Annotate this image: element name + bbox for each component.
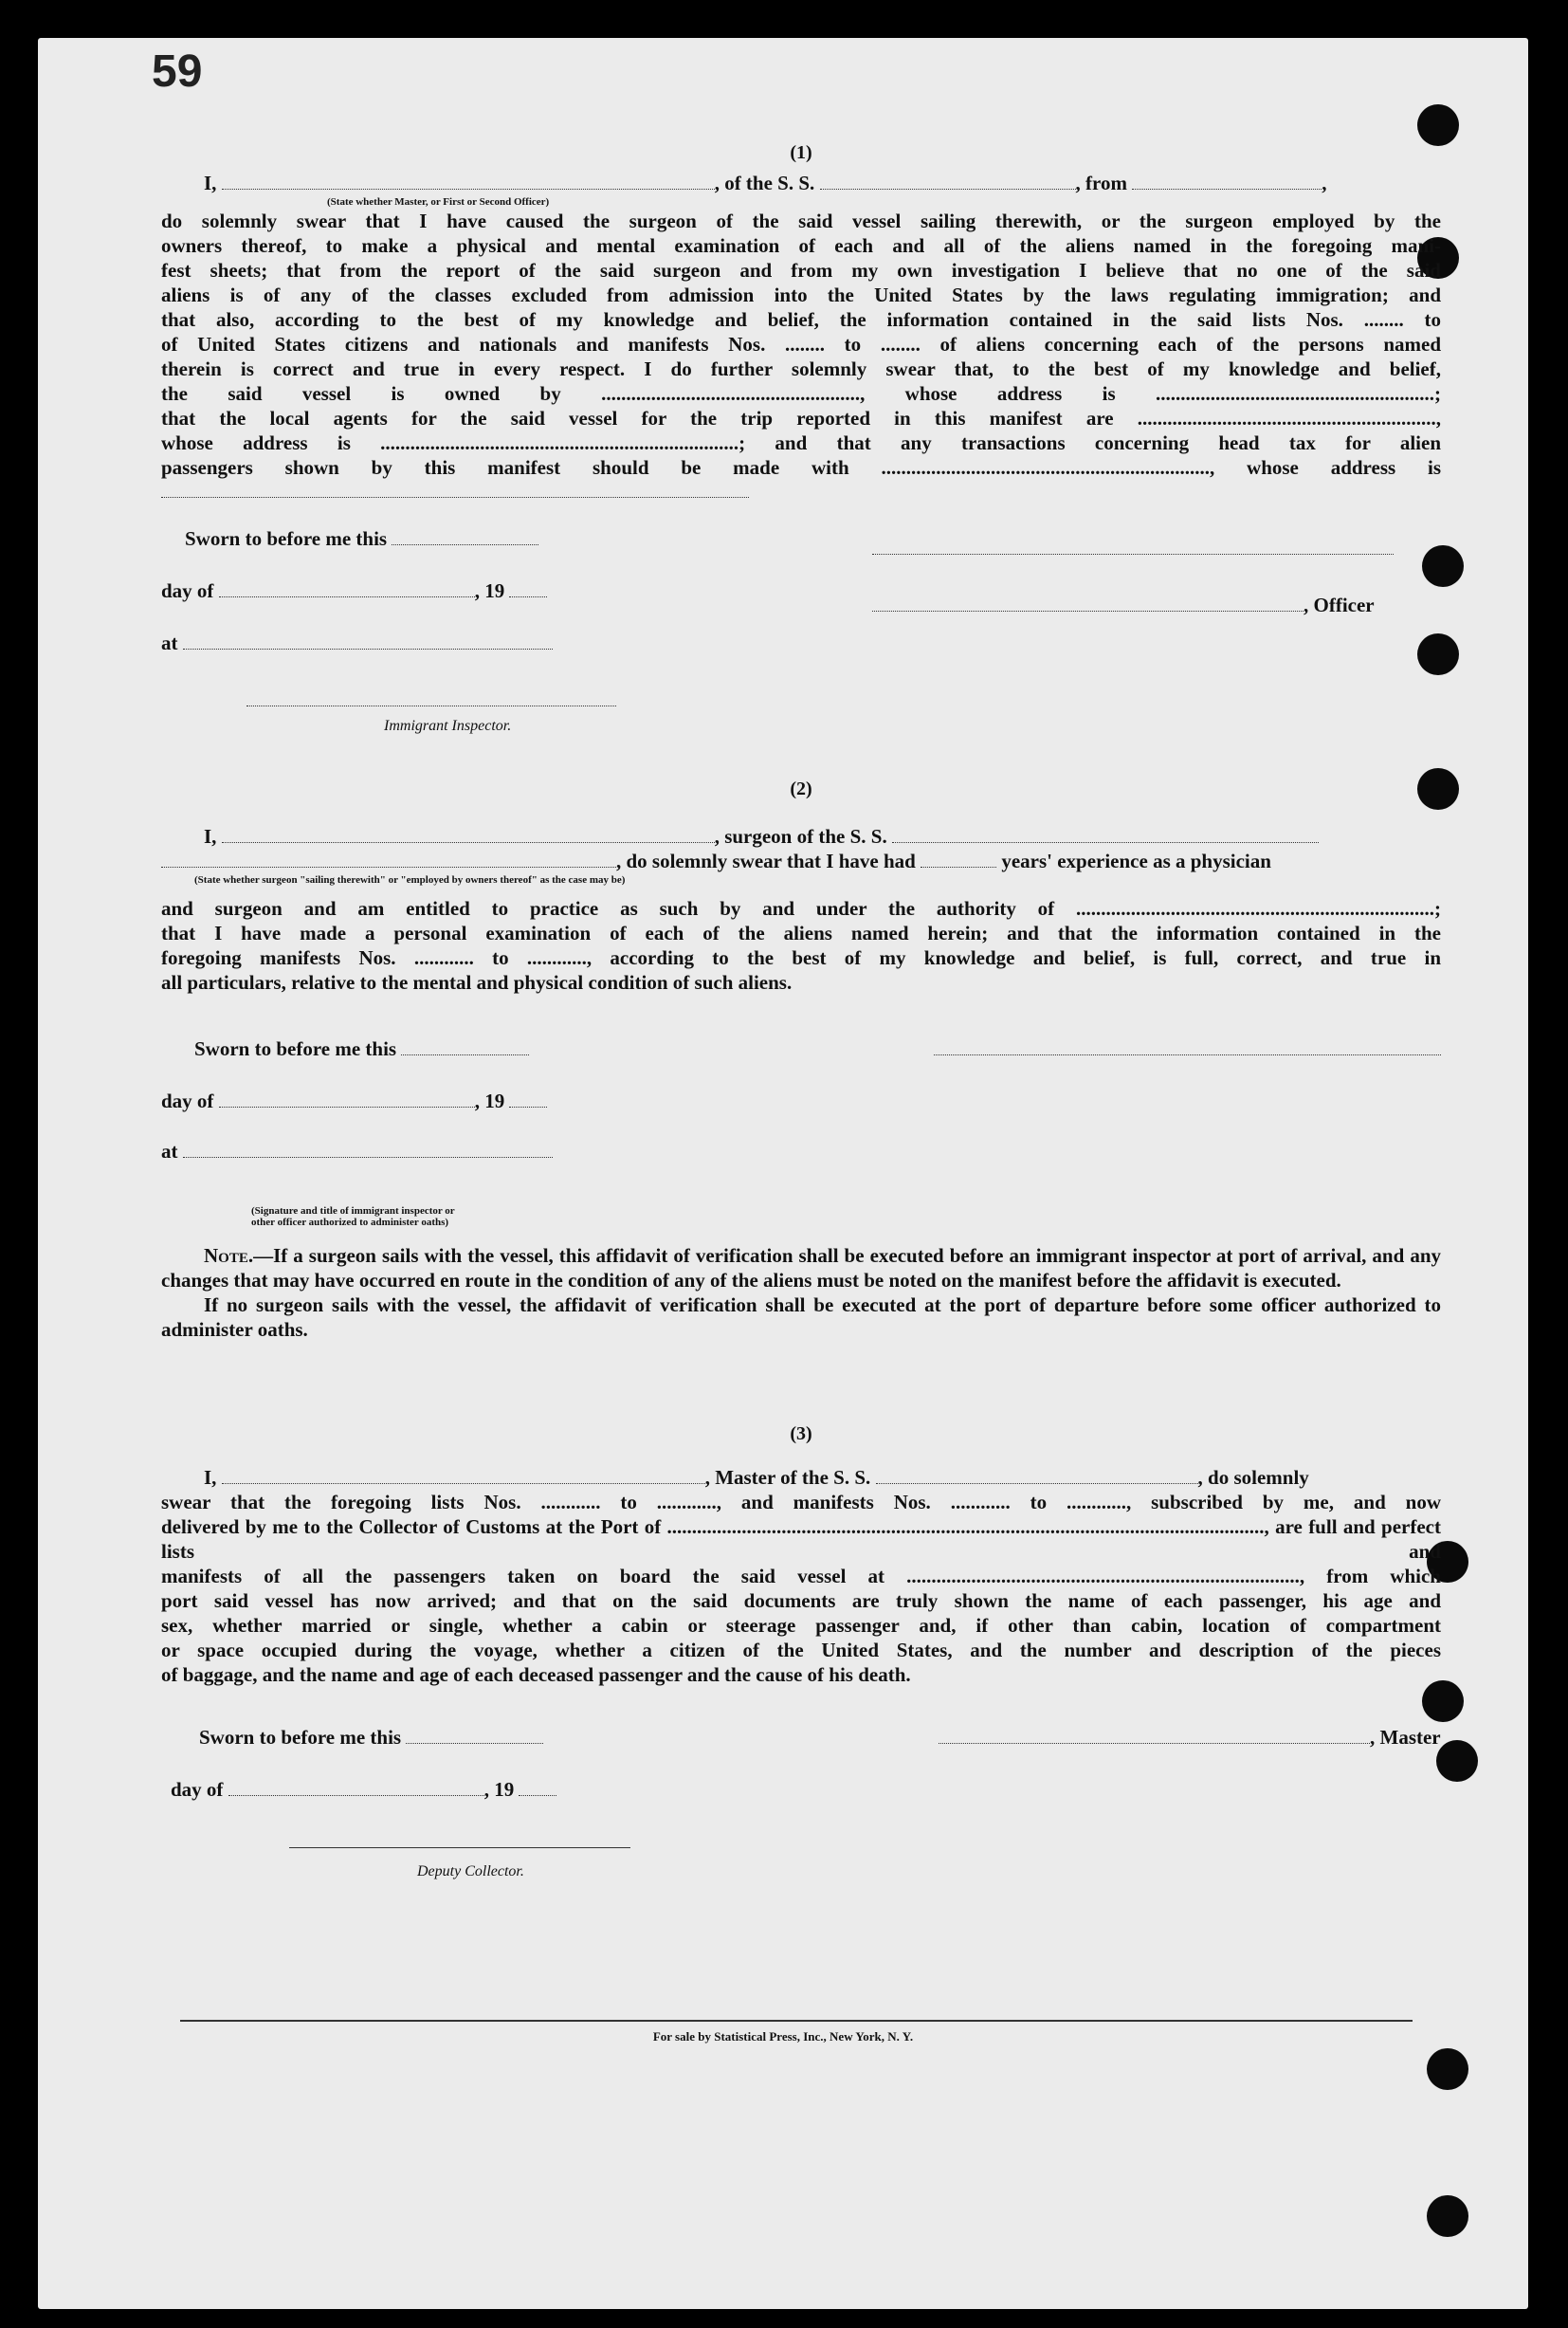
section-3-heading: (3) xyxy=(790,1423,812,1444)
sworn-date-field[interactable] xyxy=(392,527,538,545)
field-hint: (State whether surgeon "sailing therewith" or "employed by owners thereof" as the case may be) xyxy=(194,874,626,886)
page-number: 59 xyxy=(152,46,203,97)
note-paragraph-2: If no surgeon sails with the vessel, the affidavit of verification shall be executed at the port of departure before some officer authorized to administer oaths. xyxy=(161,1293,1441,1341)
section-1-body: do solemnly swear that I have caused the surgeon of the said vessel sailing therewith, or the surgeon employed by the owners thereof, to make a physical and mental examination of each and all of the aliens named in the foregoing mani- fest sheets; that from the report of the said surgeon and from my own investigation I believe that no one of the said aliens is of any of the classes excluded from admission into the United States by the laws regulating immigration; and that also, according to the best of my knowledge and belief, the information contained in the said lists Nos. ........ to of United States citizens and nationals and manifests Nos. ........ to ........ of aliens concerning each of the persons named therein is correct and true in every respect. I do further solemnly swear that, to the best of my knowledge and belief, the said vessel is owned by ...................................................., whose address is ........................................................; that the local agents for the said vessel for the trip reported in this manifest are ............................................................, whose address is ........................................................................; and that any transactions concerning head tax for alien passengers shown by this manifest should be made with .................................................................., whose address is xyxy=(161,210,1441,479)
day-of-field[interactable] xyxy=(219,579,475,597)
sworn-date-field[interactable] xyxy=(406,1726,543,1744)
section-2-body-last: all particulars, relative to the mental and physical condition of such aliens. xyxy=(161,971,793,994)
address-continuation-field[interactable] xyxy=(161,480,749,498)
footer-imprint: For sale by Statistical Press, Inc., New York, N. Y. xyxy=(652,2029,914,2044)
from-port-field[interactable] xyxy=(1132,172,1322,190)
inspector-signature-field[interactable] xyxy=(246,688,616,706)
section-2-first-line: I, , surgeon of the S. S. xyxy=(204,824,1441,849)
document-page xyxy=(38,38,1528,2309)
year-field[interactable] xyxy=(519,1778,556,1796)
year-field[interactable] xyxy=(509,1090,547,1108)
master-signature-field[interactable] xyxy=(939,1726,1370,1744)
punch-hole xyxy=(1427,2048,1468,2090)
day-of-field[interactable] xyxy=(219,1090,475,1108)
surgeon-name-field[interactable] xyxy=(222,825,715,843)
years-experience-field[interactable] xyxy=(921,850,996,868)
ship-name-field[interactable] xyxy=(876,1466,1198,1484)
officer-signature-field[interactable] xyxy=(872,537,1394,555)
section-2-body: and surgeon and am entitled to practice as such by and under the authority of ........................................................................; that I have made a personal examination of each of the aliens named herein; and that the information contained in the foregoing manifests Nos. ............ to ............, according to the best of my knowledge and belief, is full, correct, and true in xyxy=(161,897,1441,969)
signature-title-note: (Signature and title of immigrant inspector or other officer authorized to administer oaths) xyxy=(251,1205,455,1228)
day-of-field[interactable] xyxy=(228,1778,484,1796)
at-location-field[interactable] xyxy=(183,1140,553,1158)
sworn-date-field[interactable] xyxy=(401,1037,529,1055)
collector-signature-field[interactable] xyxy=(289,1830,630,1848)
immigrant-inspector-label: Immigrant Inspector. xyxy=(384,718,512,734)
at-location-field[interactable] xyxy=(183,632,553,650)
punch-hole xyxy=(1436,1740,1478,1782)
officer-name-field[interactable] xyxy=(222,172,715,190)
section-3-signature-block: Sworn to before me this , Master day of , 19 Deputy Collector. xyxy=(161,1715,1441,1905)
field-hint: (State whether Master, or First or Second Officer) xyxy=(327,196,550,208)
master-name-field[interactable] xyxy=(222,1466,705,1484)
section-2-second-line: , do solemnly swear that I have had years' experience as a physician xyxy=(161,849,1441,873)
section-2-heading: (2) xyxy=(790,779,812,799)
section-1-signature-block: Sworn to before me this day of , 19 , Officer at Immigrant Inspector. xyxy=(161,517,1441,735)
section-1-heading: (1) xyxy=(790,142,812,163)
note-paragraph: Note.—If a surgeon sails with the vessel, this affidavit of verification shall be executed before an immigrant inspector at port of arrival, and any changes that may have occurred en route in the condition of any of the aliens must be noted on the manifest before the affidavit is executed. xyxy=(161,1244,1441,1292)
year-field[interactable] xyxy=(509,579,547,597)
officer-name-field[interactable] xyxy=(872,594,1304,612)
ship-name-field[interactable] xyxy=(892,825,1319,843)
surgeon-signature-field[interactable] xyxy=(934,1037,1441,1055)
deputy-collector-label: Deputy Collector. xyxy=(417,1863,524,1879)
ship-name-field[interactable] xyxy=(820,172,1076,190)
surgeon-status-field[interactable] xyxy=(161,850,616,868)
punch-hole xyxy=(1427,2195,1468,2237)
section-2-signature-block: Sworn to before me this day of , 19 at (Signature and title of immigrant inspector or other officer authorized to administer oaths) xyxy=(161,1027,1441,1236)
section-3-body: swear that the foregoing lists Nos. ............ to ............, and manifests Nos. ............ to ............, subscribed by me, and now delivered by me to the Collector of Customs at the Port of ........................................................................................................................, are full and perfect lists and manifests of all the passengers taken on board the said vessel at ..............................................................................., from which port said vessel has now arrived; and that on the said documents are truly shown the name of each passenger, his age and sex, whether married or single, whether a cabin or steerage passenger and, if other than cabin, location of compartment or space occupied during the voyage, whether a citizen of the United States, and the number and description of the pieces xyxy=(161,1491,1441,1661)
footer-rule xyxy=(180,2020,1413,2022)
section-3-first-line: I, , Master of the S. S. , do solemnly xyxy=(204,1466,1309,1489)
section-1-first-line: I, , of the S. S. , from , xyxy=(204,172,1327,194)
section-3-body-last: of baggage, and the name and age of each deceased passenger and the cause of his death. xyxy=(161,1663,911,1686)
